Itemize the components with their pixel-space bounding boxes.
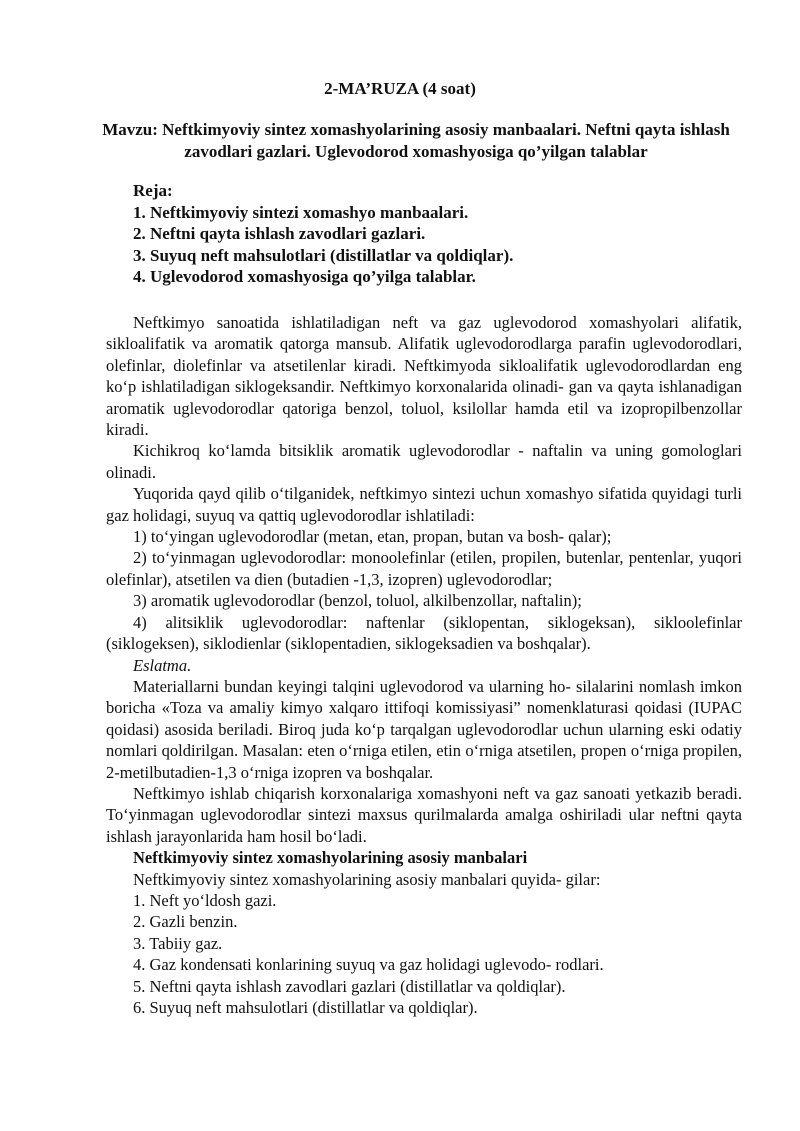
list-item: 3) aromatik uglevodorodlar (benzol, toluol, alkilbenzollar, naftalin); (133, 591, 582, 611)
source-item: 1. Neft yo‘ldosh gazi. (133, 890, 277, 910)
plan-item: 2. Neftni qayta ishlash zavodlari gazlari. (133, 224, 426, 243)
source-item: 4. Gaz kondensati konlarining suyuq va gaz holidagi uglevodo- rodlari. (133, 955, 604, 975)
lecture-topic: Mavzu: Neftkimyoviy sintez xomashyolarining asosiy manbaalari. Neftni qayta ishlash zavodlari gazlari. Uglevodorod xomashyosiga qo’yilgan talablar (102, 120, 730, 161)
list-item: 4) alitsiklik uglevodorodlar: naftenlar (siklopentan, siklogeksan), sikloolefinlar (siklogeksen), siklodienlar (siklopentadien, siklogeksadien va boshqalar). (106, 612, 742, 654)
plan-item: 4. Uglevodorod xomashyosiga qo’yilga talablar. (133, 267, 476, 286)
list-item: 2) to‘yinmagan uglevodorodlar: monoolefinlar (etilen, propilen, butenlar, pentenlar, yuqori olefinlar), atsetilen va dien (butadien -1,3, izopren) uglevodorodlar; (106, 548, 742, 589)
paragraph: Neftkimyo sanoatida ishlatiladigan neft va gaz uglevodorod xomashyolari alifatik, sikloalifatik va aromatik qatorga mansub. Alifatik uglevodorodlarga parafin uglevodorodlari, olefinlar, diolefinlar va atsetilenlar kiradi. Neftkimyoda sikloalifatik uglevodorodlardan eng ko‘p ishlatiladigan siklogeksandir. Neftkimyo korxonalarida olinadi- gan va qayta ishlanadigan aromatik uglevodorodlar qatoriga benzol, toluol, ksilollar hamda etil va izopropilbenzollar kiradi. (106, 313, 742, 440)
plan-item: 3. Suyuq neft mahsulotlari (distillatlar va qoldiqlar). (133, 245, 514, 265)
plan-item: 1. Neftkimyoviy sintezi xomashyo manbaalari. (133, 202, 469, 222)
list-item: 1) to‘yingan uglevodorodlar (metan, etan, propan, butan va bosh- qalar); (133, 527, 612, 547)
lecture-plan (133, 180, 753, 288)
note-label: Eslatma. (133, 655, 192, 675)
source-item: 6. Suyuq neft mahsulotlari (distillatlar va qoldiqlar). (133, 998, 478, 1017)
source-item: 5. Neftni qayta ishlash zavodlari gazlari (distillatlar va qoldiqlar). (133, 976, 566, 996)
paragraph: Materiallarni bundan keyingi talqini uglevodorod va ularning ho- silalarini nomlash imkon boricha «Toza va amaliy kimyo xalqaro ittifoqi komissiyasi” nomenklaturasi qoidasi (IUPAC qoidasi) asosida beriladi. Biroq juda ko‘p tarqalgan uglevodorodlar uchun ularning eski odatiy nomlari qoldirilgan. Masalan: eten o‘rniga etilen, etin o‘rniga atsetilen, propen o‘rniga propilen, 2-metilbutadien-1,3 o‘rniga izopren va boshqalar. (106, 676, 742, 782)
paragraph: Neftkimyo ishlab chiqarish korxonalariga xomashyoni neft va gaz sanoati yetkazib beradi. To‘yinmagan uglevodorodlar sintezi maxsus qurilmalarda amalga oshiriladi ular neftni qayta ishlash jarayonlarida ham hosil bo‘ladi. (106, 783, 742, 846)
sources-intro: Neftkimyoviy sintez xomashyolarining asosiy manbalari quyida- gilar: (133, 869, 601, 889)
section-heading: Neftkimyoviy sintez xomashyolarining asosiy manbalari (133, 848, 528, 868)
source-item: 3. Tabiiy gaz. (133, 933, 223, 953)
paragraph: Kichikroq ko‘lamda bitsiklik aromatik uglevodorodlar - naftalin va uning gomologlari olinadi. (106, 441, 742, 482)
paragraph: Yuqorida qayd qilib o‘tilganidek, neftkimyo sintezi uchun xomashyo sifatida quyidagi turli gaz holidagi, suyuq va qattiq uglevodorodlar ishlatiladi: (106, 484, 742, 525)
lecture-title: 2-MA’RUZA (4 soat) (324, 79, 476, 98)
source-item: 2. Gazli benzin. (133, 912, 238, 932)
lecture-body (106, 312, 742, 1018)
plan-heading: Reja: (133, 181, 173, 200)
